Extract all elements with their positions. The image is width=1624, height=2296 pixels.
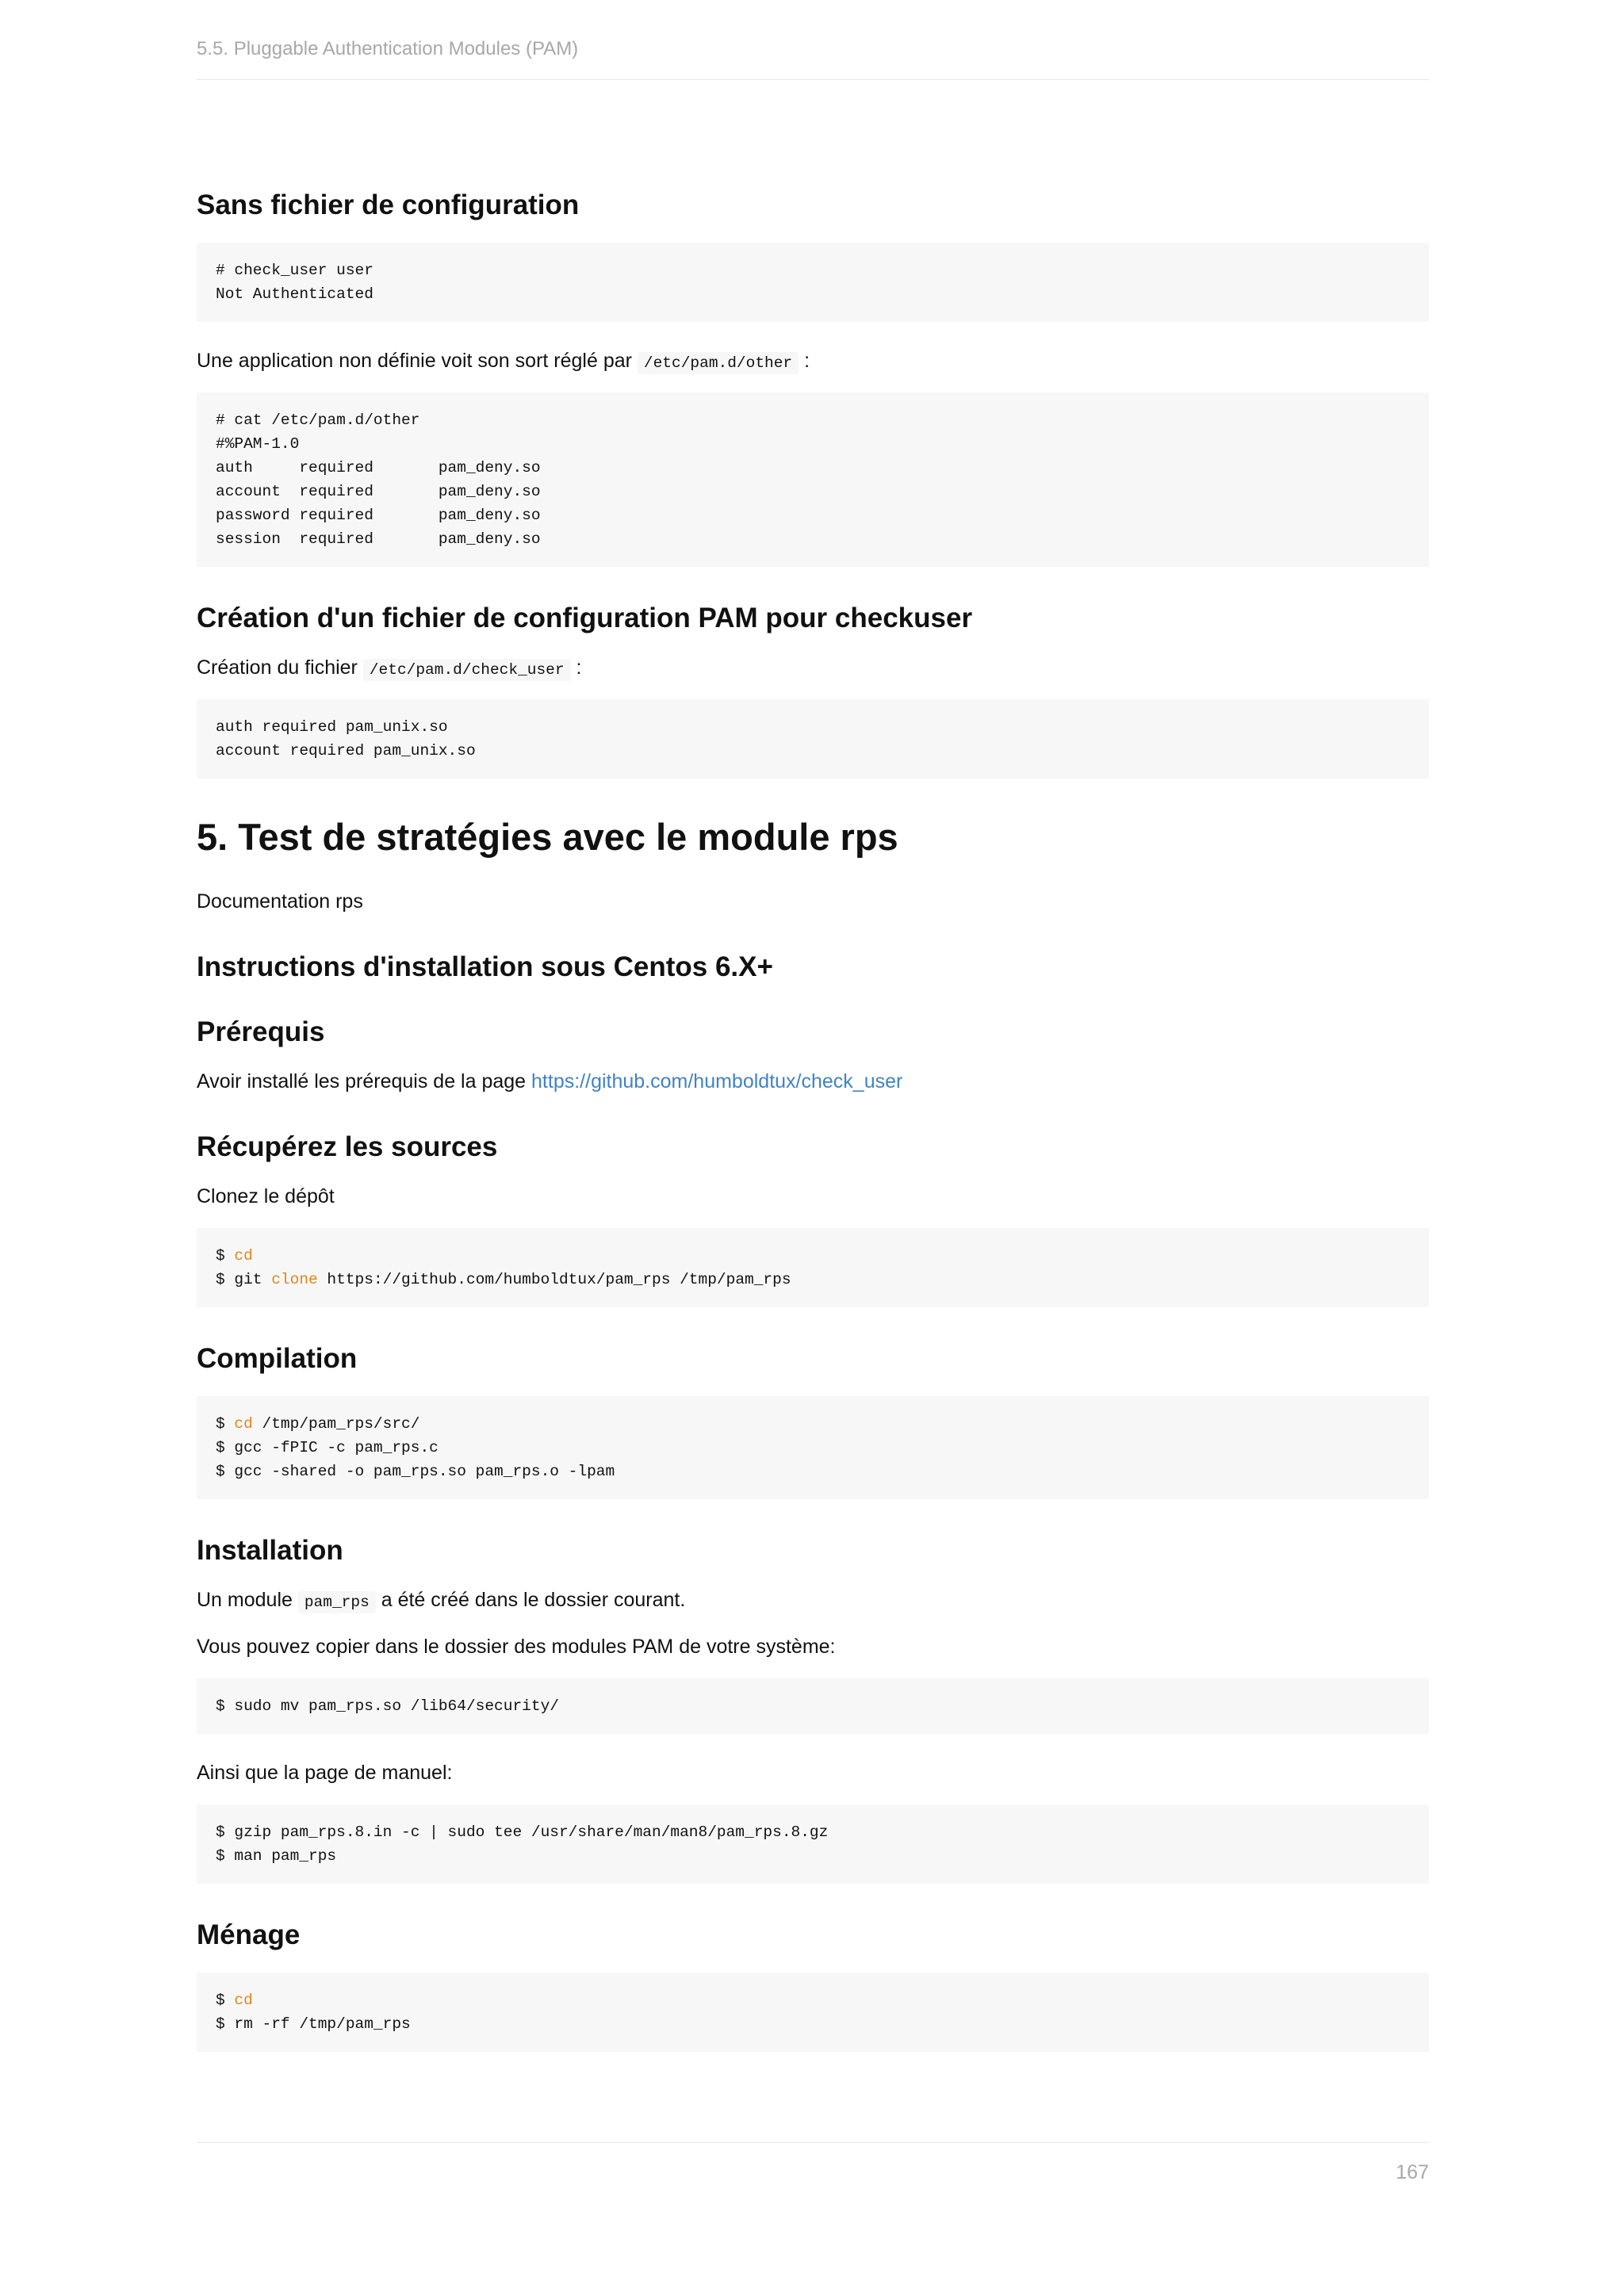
inline-code-pam-rps: pam_rps: [298, 1591, 376, 1613]
page-number: 167: [1396, 2161, 1429, 2183]
code-block-pam-other: # cat /etc/pam.d/other #%PAM-1.0 auth required pam_deny.so account required pam_deny.so password required pam_deny.so session required pam_deny.so: [197, 392, 1429, 567]
section-heading-instructions: Instructions d'installation sous Centos 6.X+: [197, 951, 773, 983]
code-block-manpage: $ gzip pam_rps.8.in -c | sudo tee /usr/share/man/man8/pam_rps.8.gz $ man pam_rps: [197, 1804, 1429, 1884]
code-block-check-user: # check_user user Not Authenticated: [197, 243, 1429, 322]
chapter-heading-test-strategies: 5. Test de stratégies avec le module rps: [197, 816, 898, 858]
code-block-sudo-mv: $ sudo mv pam_rps.so /lib64/security/: [197, 1678, 1429, 1734]
link-check-user-repo[interactable]: https://github.com/humboldtux/check_user: [531, 1070, 903, 1093]
paragraph-documentation-rps: Documentation rps: [197, 890, 363, 913]
section-heading-prerequis: Prérequis: [197, 1016, 325, 1048]
section-heading-menage: Ménage: [197, 1919, 301, 1951]
section-heading-creation: Création d'un fichier de configuration PAM pour checkuser: [197, 603, 973, 633]
paragraph-module-cree: Un module pam_rps a été créé dans le dossier courant.: [197, 1586, 1429, 1614]
code-block-compilation: $ cd /tmp/pam_rps/src/ $ gcc -fPIC -c pam_rps.c $ gcc -shared -o pam_rps.so pam_rps.o -lpam: [197, 1396, 1429, 1499]
paragraph-creation-fichier: Création du fichier /etc/pam.d/check_user :: [197, 654, 1429, 682]
section-heading-sans-fichier: Sans fichier de configuration: [197, 189, 580, 220]
paragraph-prerequis: Avoir installé les prérequis de la page https://github.com/humboldtux/check_user: [197, 1070, 903, 1093]
paragraph-copier-modules: Vous pouvez copier dans le dossier des modules PAM de votre système:: [197, 1636, 836, 1659]
paragraph-clonez: Clonez le dépôt: [197, 1185, 335, 1208]
footer-divider: [197, 2142, 1429, 2143]
code-block-git-clone: $ cd $ git clone https://github.com/humboldtux/pam_rps /tmp/pam_rps: [197, 1228, 1429, 1307]
section-heading-recuperez: Récupérez les sources: [197, 1131, 498, 1163]
inline-code-other: /etc/pam.d/other: [638, 352, 799, 374]
paragraph-other-application: Une application non définie voit son sort réglé par /etc/pam.d/other :: [197, 347, 1429, 375]
code-block-check-user-config: auth required pam_unix.so account required pam_unix.so: [197, 699, 1429, 779]
running-header: 5.5. Pluggable Authentication Modules (PAM): [197, 38, 1429, 80]
inline-code-check-user: /etc/pam.d/check_user: [363, 659, 571, 681]
paragraph-page-manuel: Ainsi que la page de manuel:: [197, 1762, 453, 1785]
page-content: [197, 189, 1429, 2052]
code-block-menage: $ cd $ rm -rf /tmp/pam_rps: [197, 1973, 1429, 2052]
section-heading-installation: Installation: [197, 1535, 343, 1567]
section-heading-compilation: Compilation: [197, 1343, 358, 1375]
